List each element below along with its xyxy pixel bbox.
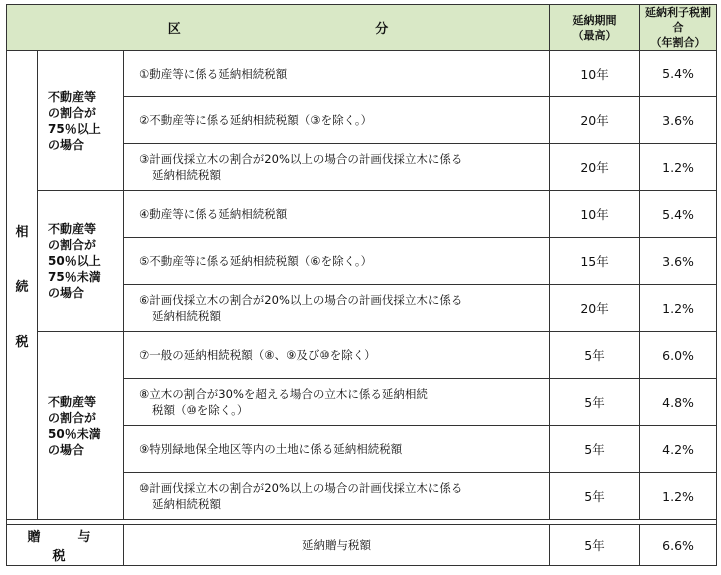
- description-line: ⑦一般の延納相続税額（⑧、⑨及び⑩を除く）: [139, 348, 376, 362]
- division-header: [7, 5, 550, 51]
- rate-cell: 5.4%: [640, 51, 717, 97]
- condition-line: 75％未満: [48, 270, 101, 284]
- condition-line: 不動産等: [48, 394, 97, 409]
- period-cell: 10年: [550, 191, 640, 238]
- header-row: [7, 5, 717, 51]
- rate-cell: 4.8%: [640, 379, 717, 426]
- rate-cell: 1.2%: [640, 473, 717, 520]
- gift-tax-row: [7, 525, 717, 566]
- description-line: ①動産等に係る延納相続税額: [139, 66, 288, 81]
- rate-header-line2: （年割合）: [650, 36, 706, 49]
- period-cell: 20年: [550, 97, 640, 144]
- division-header-right: 分: [375, 22, 389, 37]
- description-line: ④動産等に係る延納相続税額: [139, 207, 288, 221]
- inheritance-tax-char: 相: [15, 224, 29, 240]
- table-row: [7, 191, 717, 238]
- condition-cell: [38, 51, 124, 191]
- gift-tax-period: 5年: [550, 525, 640, 566]
- rate-cell: 1.2%: [640, 285, 717, 332]
- division-header-left: 区: [167, 22, 181, 37]
- condition-line: の割合が: [48, 105, 97, 120]
- description-cell: [124, 473, 550, 520]
- period-cell: 5年: [550, 426, 640, 473]
- description-cell: [124, 51, 550, 97]
- description-cell: [124, 97, 550, 144]
- gift-tax-rate: 6.6%: [640, 525, 717, 566]
- rate-cell: 1.2%: [640, 144, 717, 191]
- description-cell: [124, 332, 550, 379]
- description-cell: [124, 285, 550, 332]
- description-line: ⑩計画伐採立木の割合が20%以上の場合の計画伐採立木に係る: [139, 481, 463, 495]
- rate-cell: 3.6%: [640, 238, 717, 285]
- description-cell: [124, 379, 550, 426]
- description-cell: [124, 144, 550, 191]
- rate-cell: 4.2%: [640, 426, 717, 473]
- gift-tax-description: 延納贈与税額: [124, 525, 550, 566]
- condition-line: 50％以上: [48, 254, 101, 268]
- inheritance-tax-char: 続: [15, 279, 29, 295]
- condition-line: 不動産等: [48, 89, 97, 104]
- description-line: ③計画伐採立木の割合が20%以上の場合の計画伐採立木に係る: [139, 152, 463, 166]
- condition-line: の割合が: [48, 410, 97, 425]
- period-header: [550, 5, 640, 51]
- description-cell: [124, 191, 550, 238]
- condition-line: 75％以上: [48, 121, 101, 136]
- deferral-table: [6, 4, 717, 566]
- description-cell: [124, 426, 550, 473]
- period-cell: 20年: [550, 144, 640, 191]
- condition-line: の場合: [48, 442, 85, 457]
- inheritance-tax-char: 税: [15, 334, 29, 350]
- period-cell: 20年: [550, 285, 640, 332]
- description-line: ⑧立木の割合が30%を超える場合の立木に係る延納相続: [139, 387, 428, 401]
- condition-line: 不動産等: [48, 222, 97, 236]
- description-line: 延納相続税額: [152, 168, 221, 182]
- period-header-line1: 延納期間: [572, 13, 617, 27]
- rate-header-line1: 延納利子税割合: [645, 6, 712, 34]
- table-row: [7, 332, 717, 379]
- gift-tax-label: 贈 与 税: [7, 525, 124, 566]
- rate-cell: 5.4%: [640, 191, 717, 238]
- condition-line: の場合: [48, 137, 85, 152]
- period-cell: 15年: [550, 238, 640, 285]
- period-header-line2: （最高）: [572, 28, 617, 42]
- rate-cell: 3.6%: [640, 97, 717, 144]
- period-cell: 10年: [550, 51, 640, 97]
- description-line: ⑤不動産等に係る延納相続税額（⑥を除く。）: [139, 254, 373, 268]
- condition-line: 50％未満: [48, 426, 101, 441]
- description-line: ⑥計画伐採立木の割合が20%以上の場合の計画伐採立木に係る: [139, 293, 463, 307]
- description-line: ⑨特別緑地保全地区等内の土地に係る延納相続税額: [139, 442, 403, 456]
- description-line: 税額（⑩を除く。）: [152, 403, 249, 417]
- description-line: 延納相続税額: [152, 497, 221, 511]
- period-cell: 5年: [550, 379, 640, 426]
- period-cell: 5年: [550, 332, 640, 379]
- rate-header: [640, 5, 717, 51]
- description-line: ②不動産等に係る延納相続税額（③を除く。）: [139, 113, 373, 127]
- condition-line: の割合が: [48, 238, 97, 252]
- rate-cell: 6.0%: [640, 332, 717, 379]
- table-row: [7, 51, 717, 97]
- condition-cell: [38, 191, 124, 332]
- period-cell: 5年: [550, 473, 640, 520]
- condition-line: の場合: [48, 286, 85, 300]
- description-cell: [124, 238, 550, 285]
- description-line: 延納相続税額: [152, 309, 221, 323]
- inheritance-tax-label: [7, 51, 38, 520]
- condition-cell: [38, 332, 124, 520]
